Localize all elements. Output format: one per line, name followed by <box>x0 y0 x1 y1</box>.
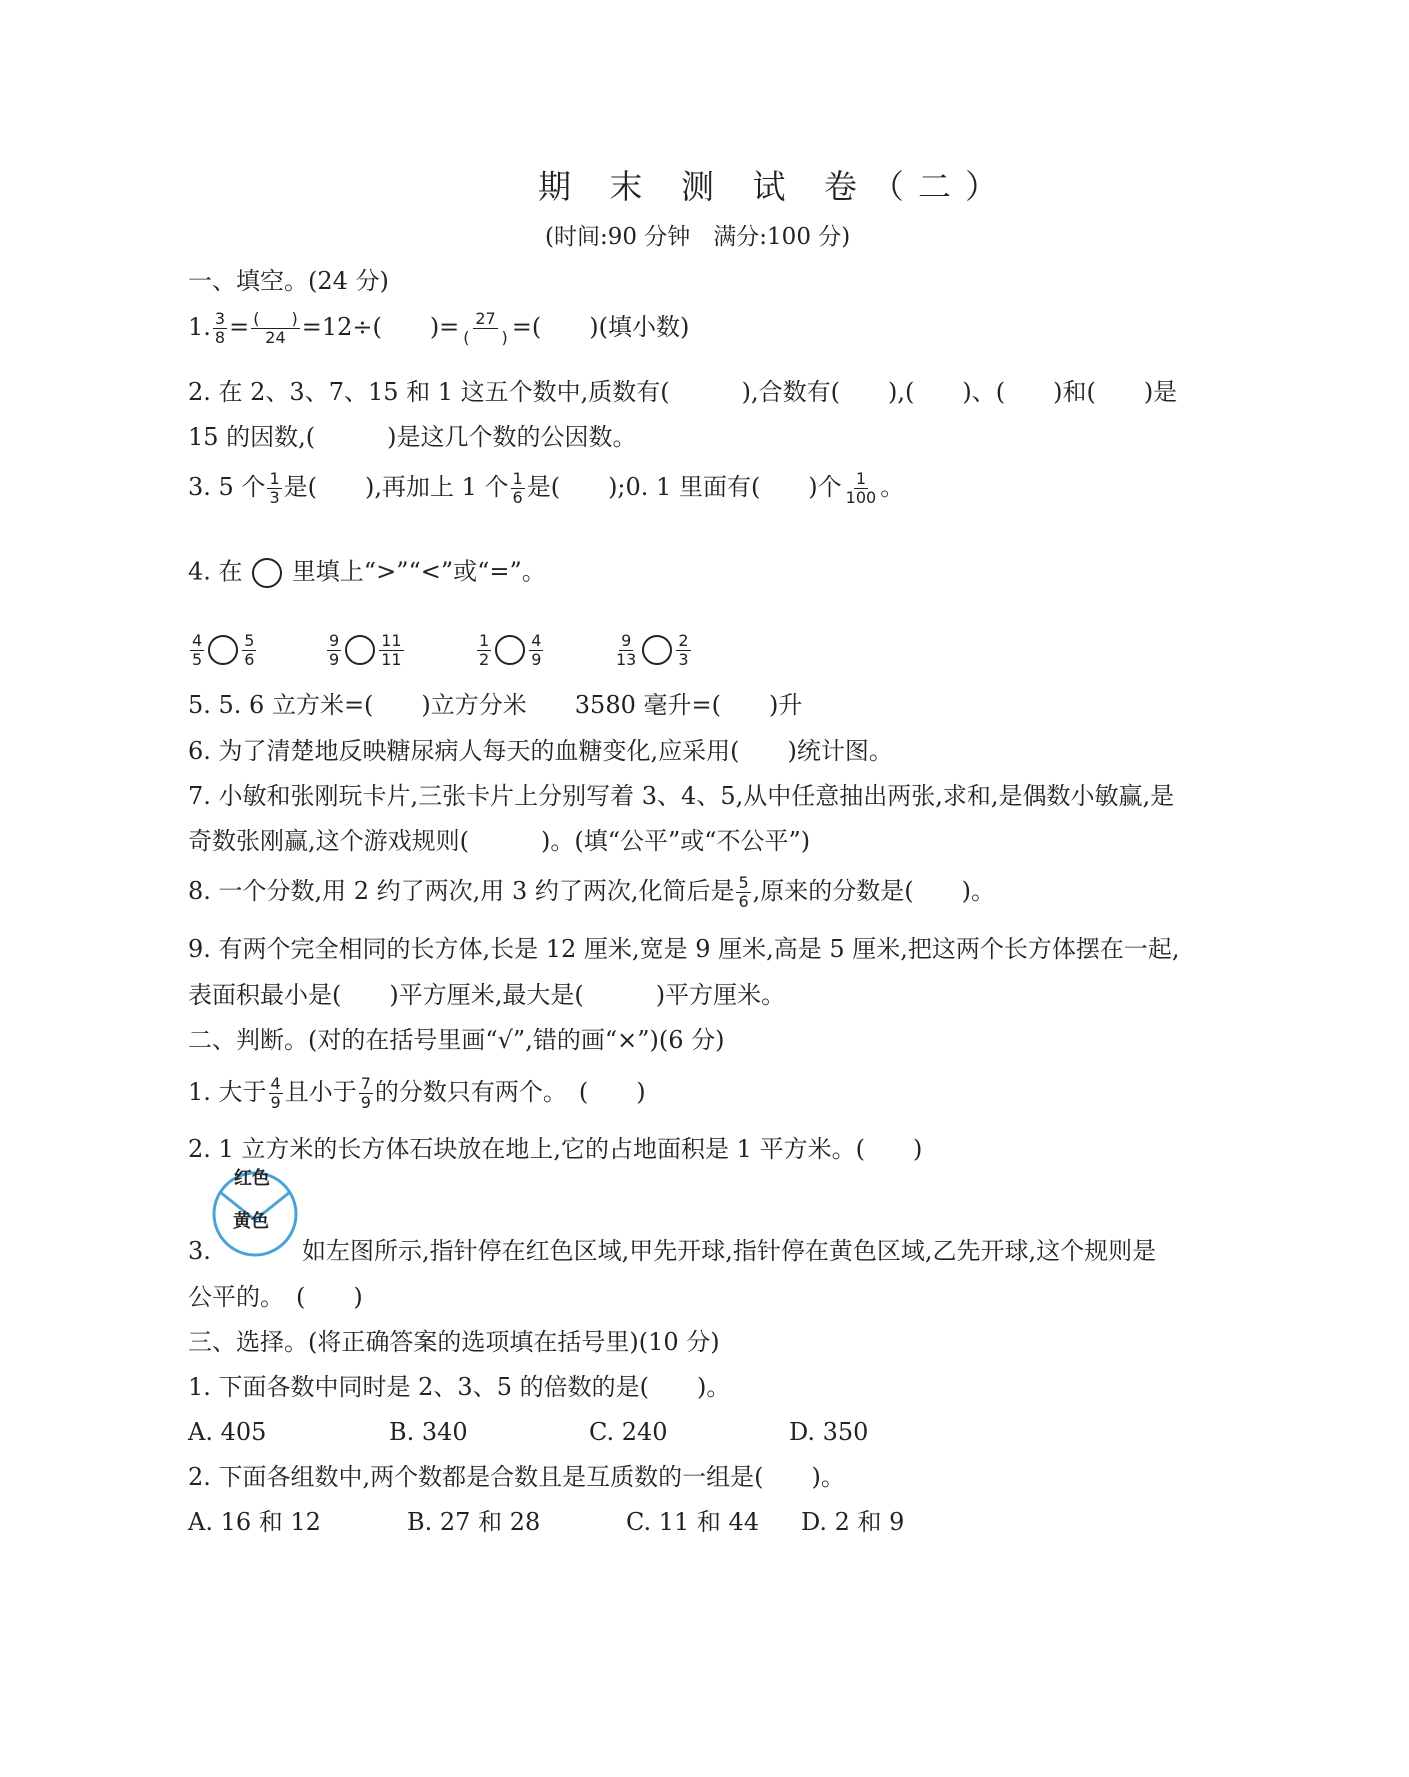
section-2-heading: 二、判断。(对的在括号里画“√”,错的画“×”)(6 分) <box>188 1026 725 1054</box>
page-title: 期 末 测 试 卷（二） <box>538 167 1012 206</box>
fraction: $\frac{5}{6}$ <box>738 873 749 911</box>
equation-tail: =( )(填小数) <box>511 312 690 341</box>
compare-pair-4 <box>612 632 693 669</box>
option-3-1-d[interactable]: D. 350 <box>789 1418 869 1446</box>
question-1-4 <box>188 558 546 588</box>
text: 8. 一个分数,用 2 约了两次,用 3 约了两次,化简后是 <box>188 876 735 905</box>
question-1-3 <box>188 470 904 507</box>
section-3-heading: 三、选择。(将正确答案的选项填在括号里)(10 分) <box>188 1328 720 1356</box>
fraction: $\frac{1}{6}$ <box>512 469 523 507</box>
fraction: $\frac{2}{3}$ <box>678 631 689 669</box>
text: 且小于 <box>284 1077 357 1106</box>
fraction: $\frac{4}{9}$ <box>531 631 542 669</box>
text: 是( ),再加上 1 个 <box>283 472 509 501</box>
question-1-2-line1: 2. 在 2、3、7、15 和 1 这五个数中,质数有( ),合数有( ),( )、( )和( )是 <box>188 378 1178 406</box>
compare-pair-2 <box>325 632 406 669</box>
text: 4. 在 <box>188 557 243 586</box>
text: 里填上“>”“<”或“=”。 <box>291 557 546 586</box>
equation-middle: =12÷( )= <box>301 312 460 341</box>
fraction-blank: $\frac{27}{( )}$ <box>463 309 508 347</box>
compare-pair-1 <box>188 632 258 669</box>
spinner-label-yellow: 黄色 <box>233 1211 269 1232</box>
circle-blank-icon[interactable] <box>642 635 672 665</box>
circle-blank-icon[interactable] <box>345 635 375 665</box>
spinner-label-red: 红色 <box>234 1168 270 1189</box>
circle-blank-icon <box>252 558 282 588</box>
fraction: $\frac{1}{3}$ <box>269 469 280 507</box>
option-3-2-c[interactable]: C. 11 和 44 <box>626 1508 760 1536</box>
compare-pair-3 <box>475 632 545 669</box>
text: 的分数只有两个。 ( ) <box>374 1077 646 1106</box>
circle-blank-icon[interactable] <box>495 635 525 665</box>
option-3-2-b[interactable]: B. 27 和 28 <box>407 1508 541 1536</box>
question-1-1 <box>188 310 689 347</box>
question-2-2: 2. 1 立方米的长方体石块放在地上,它的占地面积是 1 平方米。( ) <box>188 1135 923 1163</box>
fraction: $\frac{11}{11}$ <box>381 631 402 669</box>
equals: = <box>229 312 250 341</box>
option-3-1-a[interactable]: A. 405 <box>188 1418 267 1446</box>
text: ,原来的分数是( )。 <box>752 876 996 905</box>
fraction: $\frac{9}{9}$ <box>329 631 340 669</box>
text: 1. 大于 <box>188 1077 267 1106</box>
option-3-2-a[interactable]: A. 16 和 12 <box>188 1508 321 1536</box>
question-1-6: 6. 为了清楚地反映糖尿病人每天的血糖变化,应采用( )统计图。 <box>188 737 893 765</box>
fraction-blank: $\frac{( )}{24}$ <box>253 309 298 347</box>
question-1-9-line1: 9. 有两个完全相同的长方体,长是 12 厘米,宽是 9 厘米,高是 5 厘米,把这两个长方体摆在一起, <box>188 935 1180 963</box>
option-3-2-d[interactable]: D. 2 和 9 <box>801 1508 905 1536</box>
question-3-2: 2. 下面各组数中,两个数都是合数且是互质数的一组是( )。 <box>188 1463 845 1491</box>
question-1-8 <box>188 874 995 911</box>
question-1-9-line2: 表面积最小是( )平方厘米,最大是( )平方厘米。 <box>188 981 786 1009</box>
question-2-1 <box>188 1075 646 1112</box>
fraction: $\frac{3}{8}$ <box>214 309 226 347</box>
question-1-5: 5. 5. 6 立方米=( )立方分米 3580 毫升=( )升 <box>188 691 803 719</box>
page-subtitle: (时间:90 分钟 满分:100 分) <box>545 224 851 250</box>
fraction: $\frac{1}{2}$ <box>479 631 490 669</box>
question-2-3-number: 3. <box>188 1237 211 1265</box>
question-1-7-line2: 奇数张刚赢,这个游戏规则( )。(填“公平”或“不公平”) <box>188 827 811 855</box>
question-1-7-line1: 7. 小敏和张刚玩卡片,三张卡片上分别写着 3、4、5,从中任意抽出两张,求和,是偶数小敏赢,是 <box>188 782 1175 810</box>
text: 。 <box>880 472 905 501</box>
fraction: $\frac{4}{5}$ <box>192 631 203 669</box>
text: 3. 5 个 <box>188 472 266 501</box>
question-1-2-line2: 15 的因数,( )是这几个数的公因数。 <box>188 423 637 451</box>
question-3-1: 1. 下面各数中同时是 2、3、5 的倍数的是( )。 <box>188 1373 731 1401</box>
fraction: $\frac{5}{6}$ <box>244 631 255 669</box>
option-3-1-b[interactable]: B. 340 <box>389 1418 468 1446</box>
question-2-3-line1: 如左图所示,指针停在红色区域,甲先开球,指针停在黄色区域,乙先开球,这个规则是 <box>302 1237 1157 1265</box>
option-3-1-c[interactable]: C. 240 <box>589 1418 668 1446</box>
section-1-heading: 一、填空。(24 分) <box>188 267 389 295</box>
question-2-3-line2: 公平的。 ( ) <box>188 1283 363 1311</box>
fraction: $\frac{4}{9}$ <box>270 1074 281 1112</box>
q-number: 1. <box>188 312 211 341</box>
fraction: $\frac{9}{13}$ <box>616 631 637 669</box>
fraction: $\frac{1}{100}$ <box>845 469 877 507</box>
text: 是( );0. 1 里面有( )个 <box>526 472 842 501</box>
fraction: $\frac{7}{9}$ <box>360 1074 371 1112</box>
circle-blank-icon[interactable] <box>208 635 238 665</box>
